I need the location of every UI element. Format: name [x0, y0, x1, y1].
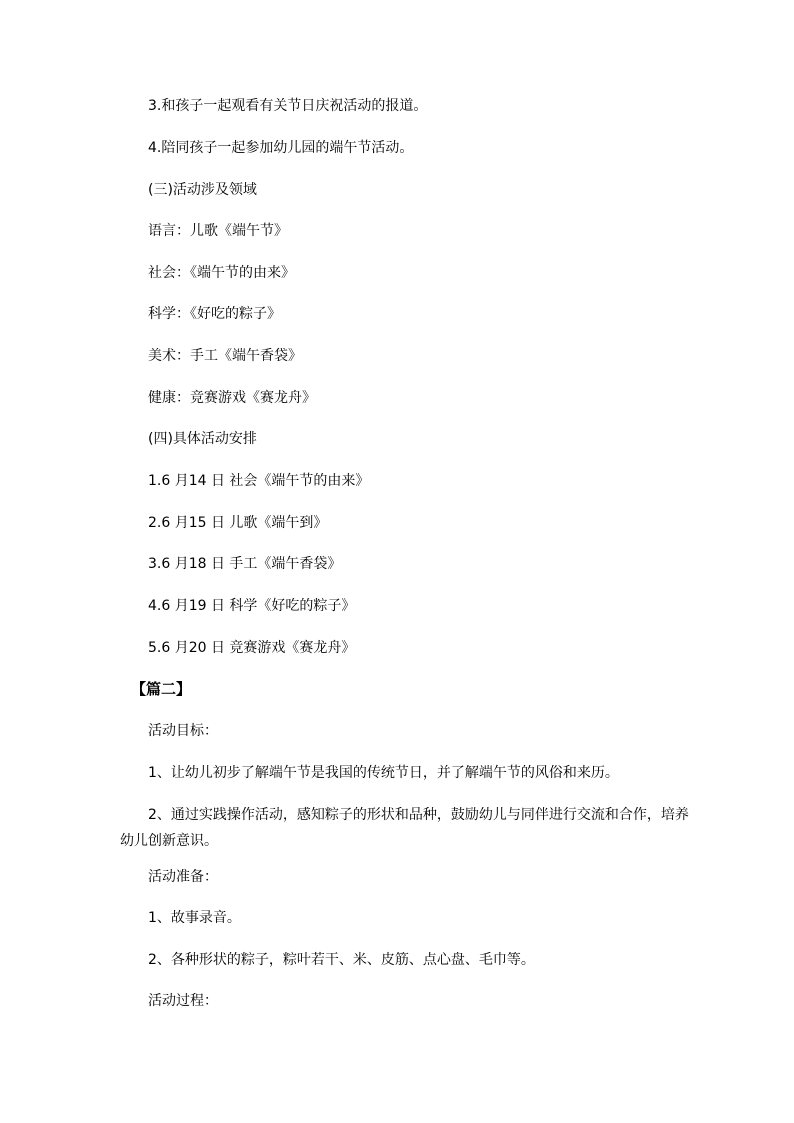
subsection-title: (三)活动涉及领域 — [148, 182, 257, 198]
text-line: 科学：《好吃的粽子》 — [148, 306, 281, 322]
subsection-title: (四)具体活动安排 — [148, 431, 257, 447]
text-line: 1、让幼儿初步了解端午节是我国的传统节日，并了解端午节的风俗和来历。 — [148, 765, 619, 781]
text-line: 美术：手工《端午香袋》 — [148, 348, 302, 364]
text-line: 健康：竞赛游戏《赛龙舟》 — [148, 390, 316, 406]
text-line: 1、故事录音。 — [148, 910, 241, 926]
schedule-item: 4.6 月19 日 科学《好吃的粽子》 — [148, 598, 356, 614]
text-line: 4.陪同孩子一起参加幼儿园的端午节活动。 — [148, 140, 414, 156]
text-line: 2、各种形状的粽子，粽叶若干、米、皮筋、点心盘、毛巾等。 — [148, 952, 535, 968]
text-line: 活动准备： — [148, 869, 218, 885]
schedule-item: 3.6 月18 日 手工《端午香袋》 — [148, 556, 342, 572]
wrap-paragraph: 2、通过实践操作活动，感知粽子的形状和品种，鼓励幼儿与同伴进行交流和合作，培养幼儿创新意识。 — [120, 807, 689, 849]
schedule-item: 1.6 月14 日 社会《端午节的由来》 — [148, 473, 370, 489]
text-line: 3.和孩子一起观看有关节日庆祝活动的报道。 — [148, 98, 428, 114]
schedule-item: 2.6 月15 日 儿歌《端午到》 — [148, 515, 328, 531]
text-line: 语言：儿歌《端午节》 — [148, 223, 288, 239]
text-line: 社会：《端午节的由来》 — [148, 265, 295, 281]
text-line: 活动过程： — [148, 993, 218, 1009]
text-line: 活动目标： — [148, 723, 218, 739]
schedule-item: 5.6 月20 日 竞赛游戏《赛龙舟》 — [148, 640, 356, 656]
section-heading: 【篇二】 — [131, 680, 192, 698]
